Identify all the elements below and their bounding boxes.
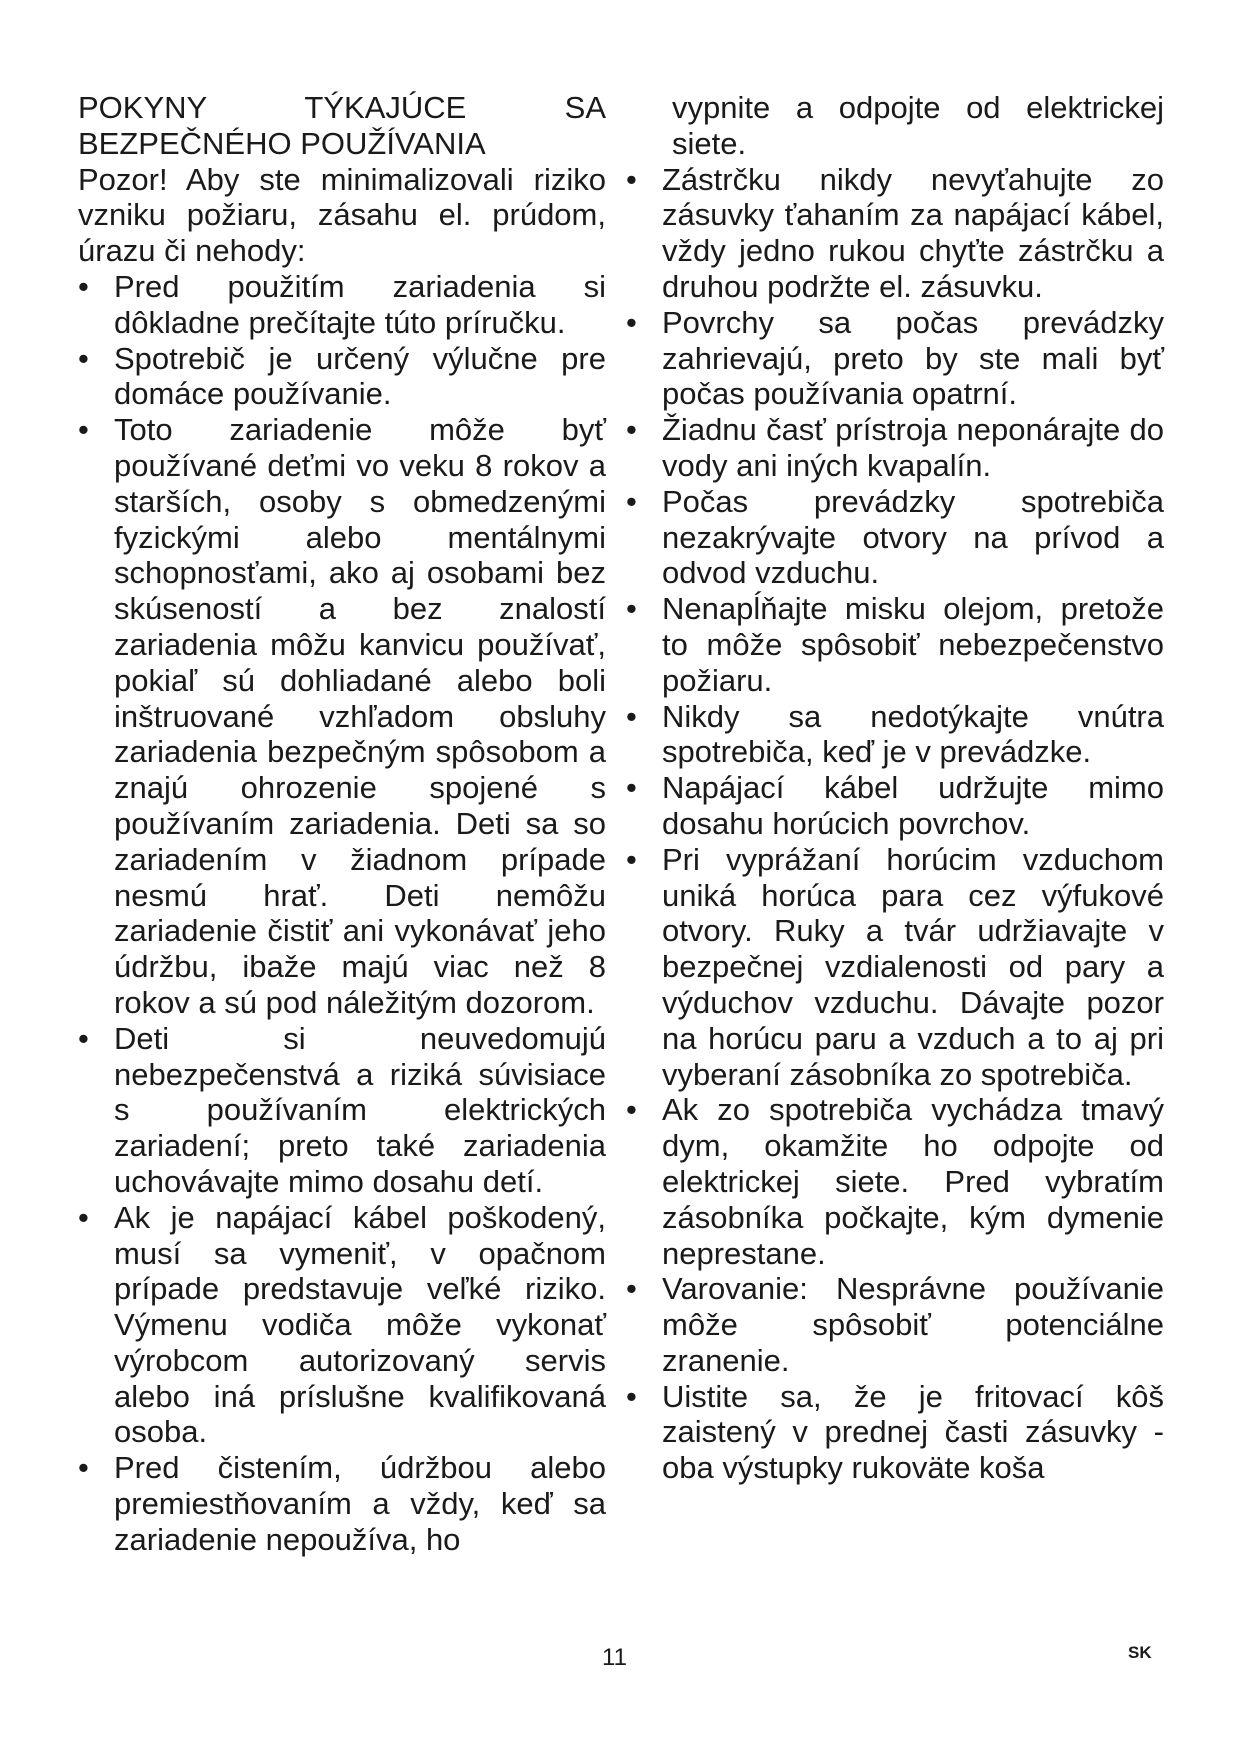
list-item <box>78 412 606 1021</box>
bullet-icon: • <box>626 698 637 734</box>
language-code: SK <box>1128 1643 1152 1662</box>
list-item-text: Povrchy sa počas prevádzky zahrievajú, preto by ste mali byť počas používania opatrní. <box>662 304 1164 412</box>
list-item <box>626 1092 1164 1271</box>
list-item-text: Ak zo spotrebiča vychádza tmavý dym, okamžite ho odpojte od elektrickej siete. Pred vybratím zásobníka počkajte, kým dymenie neprestane. <box>662 1092 1164 1271</box>
list-item <box>78 1200 606 1451</box>
bullet-icon: • <box>626 770 637 806</box>
list-item-text: Nikdy sa nedotýkajte vnútra spotrebiča, keď je v prevádzke. <box>662 698 1164 770</box>
list-item-text: Zástrčku nikdy nevyťahujte zo zásuvky ťahaním za napájací kábel, vždy jedno rukou chyťte zástrčku a druhou podržte el. zásuvku. <box>662 161 1164 304</box>
bullet-icon: • <box>78 1450 89 1486</box>
list-item <box>626 484 1164 591</box>
list-item <box>78 1021 606 1200</box>
list-item <box>626 162 1164 305</box>
list-item <box>78 1450 606 1557</box>
bullet-icon: • <box>626 412 637 448</box>
list-item <box>626 842 1164 1093</box>
section-heading: POKYNY TÝKAJÚCE SA BEZPEČNÉHO POUŽÍVANIA <box>78 90 606 161</box>
list-item-text: Pred použitím zariadenia si dôkladne prečítajte túto príručku. <box>114 268 606 340</box>
list-item-text: Toto zariadenie môže byť používané deťmi vo veku 8 rokov a starších, osoby s obmedzenými fyzickými alebo mentálnymi schopnosťami, ako aj osobami bez skúseností a bez znalostí zariadenia môžu kanvicu používať, pokiaľ sú dohliadané alebo boli inštruované vzhľadom obsluhy zariadenia bezpečným spôsobom a znajú ohrozenie spojené s používaním zariadenia. Deti sa so zariadením v žiadnom prípade nesmú hrať. Deti nemôžu zariadenie čistiť ani vykonávať jeho údržbu, ibaže majú viac než 8 rokov a sú pod náležitým dozorom. <box>114 412 606 1020</box>
bullet-icon: • <box>626 1092 637 1128</box>
list-item-text: Deti si neuvedomujú nebezpečenstvá a riziká súvisiace s používaním elektrických zariadení; preto také zariadenia uchovávajte mimo dosahu detí. <box>114 1020 606 1199</box>
list-item-text: Spotrebič je určený výlučne pre domáce používanie. <box>114 340 606 412</box>
bullet-icon: • <box>78 1020 89 1056</box>
list-item-text: Napájací kábel udržujte mimo dosahu horúcich povrchov. <box>662 770 1164 841</box>
bullet-icon: • <box>626 841 637 877</box>
right-column <box>626 90 1164 1486</box>
list-item-text: Ak je napájací kábel poškodený, musí sa vymeniť, v opačnom prípade predstavuje veľké riziko. Výmenu vodiča môže vykonať výrobcom autorizovaný servis alebo iná príslušne kvalifikovaná osoba. <box>114 1199 606 1450</box>
continued-text: vypnite a odpojte od elektrickej siete. <box>672 90 1164 161</box>
list-item-text: Uistite sa, že je fritovací kôš zaistený v prednej časti zásuvky - oba výstupky rukoväte koša <box>662 1378 1164 1486</box>
list-item <box>626 591 1164 698</box>
list-item <box>626 699 1164 771</box>
list-item <box>626 770 1164 842</box>
list-item-text: Počas prevádzky spotrebiča nezakrývajte otvory na prívod a odvod vzduchu. <box>662 483 1164 591</box>
bullet-icon: • <box>78 340 89 376</box>
bullet-icon: • <box>626 304 637 340</box>
list-item-text: Žiadnu časť prístroja neponárajte do vody ani iných kvapalín. <box>662 412 1164 483</box>
list-item <box>626 1271 1164 1378</box>
bullet-icon: • <box>78 412 89 448</box>
bullet-icon: • <box>78 268 89 304</box>
list-item <box>626 412 1164 484</box>
bullet-icon: • <box>626 1378 637 1414</box>
list-item <box>626 305 1164 412</box>
list-item-text: Nenapĺňajte misku olejom, pretože to môže spôsobiť nebezpečenstvo požiaru. <box>662 591 1164 698</box>
bullet-icon: • <box>78 1199 89 1235</box>
left-column <box>78 90 606 1558</box>
intro-paragraph: Pozor! Aby ste minimalizovali riziko vzniku požiaru, zásahu el. prúdom, úrazu či nehody: <box>78 161 606 269</box>
list-item-text: Pred čistením, údržbou alebo premiestňovaním a vždy, keď sa zariadenie nepoužíva, ho <box>114 1450 606 1557</box>
page-number: 11 <box>602 1644 627 1671</box>
list-item-text: Pri vyprážaní horúcim vzduchom uniká horúca para cez výfukové otvory. Ruky a tvár udržiavajte v bezpečnej vzdialenosti od pary a výduchov vzduchu. Dávajte pozor na horúcu paru a vzduch a to aj pri vyberaní zásobníka zo spotrebiča. <box>662 841 1164 1092</box>
bullet-icon: • <box>626 483 637 519</box>
list-item <box>78 269 606 341</box>
bullet-icon: • <box>626 161 637 197</box>
bullet-icon: • <box>626 591 637 627</box>
list-item <box>78 341 606 413</box>
list-item-text: Varovanie: Nesprávne používanie môže spôsobiť potenciálne zranenie. <box>662 1271 1164 1378</box>
list-item <box>626 1379 1164 1486</box>
bullet-icon: • <box>626 1271 637 1307</box>
